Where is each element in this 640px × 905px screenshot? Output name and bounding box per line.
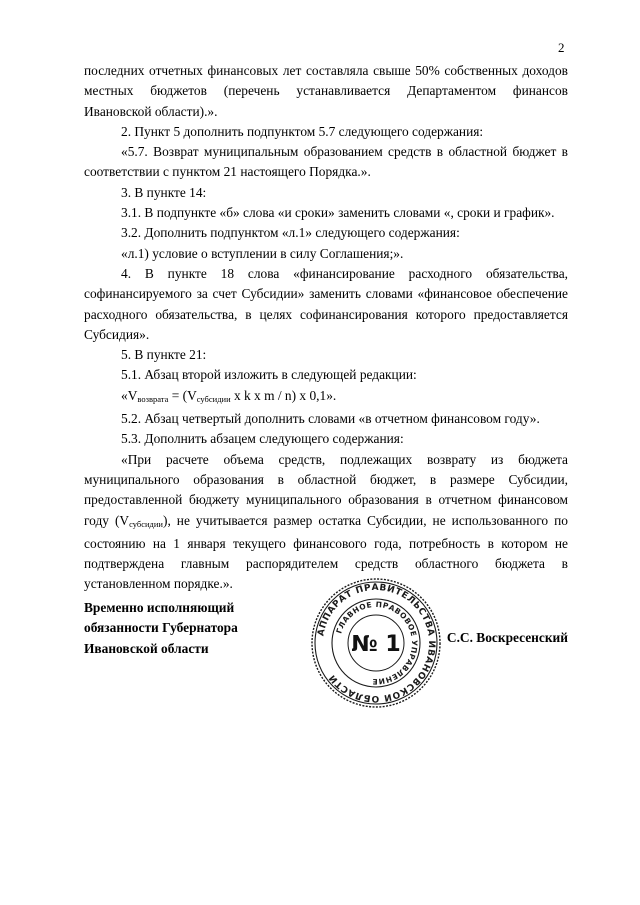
paragraph: 5. В пункте 21:	[121, 347, 207, 363]
seal-number: № 1	[351, 632, 401, 657]
signatory-title	[84, 598, 284, 659]
paragraph: 3.2. Дополнить подпунктом «л.1» следующего содержания:	[121, 225, 460, 241]
paragraph: 2. Пункт 5 дополнить подпунктом 5.7 следующего содержания:	[121, 123, 484, 139]
signatory-name: С.С. Воскресенский	[446, 630, 568, 645]
final-paragraph-end: ), не учитывается размер остатка Субсидии, не использованного по состоянию на 1 января текущего финансового года, потребность в котором не подтверждена главным распорядителем средств областного бюджета в установленном порядке.».	[84, 512, 568, 592]
paragraph: последних отчетных финансовых лет составляла свыше 50% собственных доходов местных бюджетов (перечень устанавливается Департаментом финансов Ивановской области).».	[84, 63, 568, 119]
signatory-title-line: Временно исполняющий	[84, 600, 235, 615]
formula-paragraph	[84, 386, 568, 409]
final-paragraph	[84, 450, 568, 595]
final-paragraph-start: «При расчете объема средств, подлежащих возврату из бюджета муниципального образования в областной бюджет, в размере Субсидии, предоставленной бюджету муниципального образования в отчетном финансовом году (V	[84, 451, 568, 528]
paragraph: «л.1) условие о вступлении в силу Соглашения;».	[121, 245, 404, 261]
paragraph: 4. В пункте 18 слова «финансирование расходного обязательства, софинансируемого за счет Субсидии» заменить словами «финансовое обеспечение расходного обязательства, в целях софинансирования которого предоставляется Субсидия».	[84, 265, 568, 342]
formula-open: «V	[121, 387, 138, 403]
paragraph: 3.1. В подпункте «б» слова «и сроки» заменить словами «, сроки и график».	[121, 205, 555, 221]
document-body	[84, 61, 568, 595]
paragraph: 5.3. Дополнить абзацем следующего содержания:	[121, 431, 404, 447]
formula-subscript: возврата	[137, 393, 169, 404]
seal-inner-text: ГЛАВНОЕ ПРАВОВОЕ УПРАВЛЕНИЕ	[334, 599, 420, 687]
paragraph: 5.1. Абзац второй изложить в следующей редакции:	[121, 367, 417, 383]
formula-middle: = (V	[168, 387, 197, 403]
official-seal	[309, 576, 443, 710]
formula-close: x k x m / n) x 0,1».	[230, 387, 337, 403]
signatory-title-line: обязанности Губернатора	[84, 620, 238, 636]
signature-block	[84, 582, 568, 704]
paragraph: 3. В пункте 14:	[121, 184, 207, 200]
final-paragraph-subscript: субсидии	[129, 518, 163, 529]
signatory-title-line: Ивановской области	[84, 640, 209, 656]
seal-outer-text: АППАРАТ ПРАВИТЕЛЬСТВА ИВАНОВСКОЙ ОБЛАСТИ	[316, 582, 437, 704]
paragraph: «5.7. Возврат муниципальным образованием средств в областной бюджет в соответствии с пунктом 21 настоящего Порядка.».	[84, 144, 568, 180]
page-number: 2	[558, 40, 565, 55]
paragraph: 5.2. Абзац четвертый дополнить словами «в отчетном финансовом году».	[121, 411, 540, 427]
formula-subscript: субсидии	[196, 393, 231, 404]
